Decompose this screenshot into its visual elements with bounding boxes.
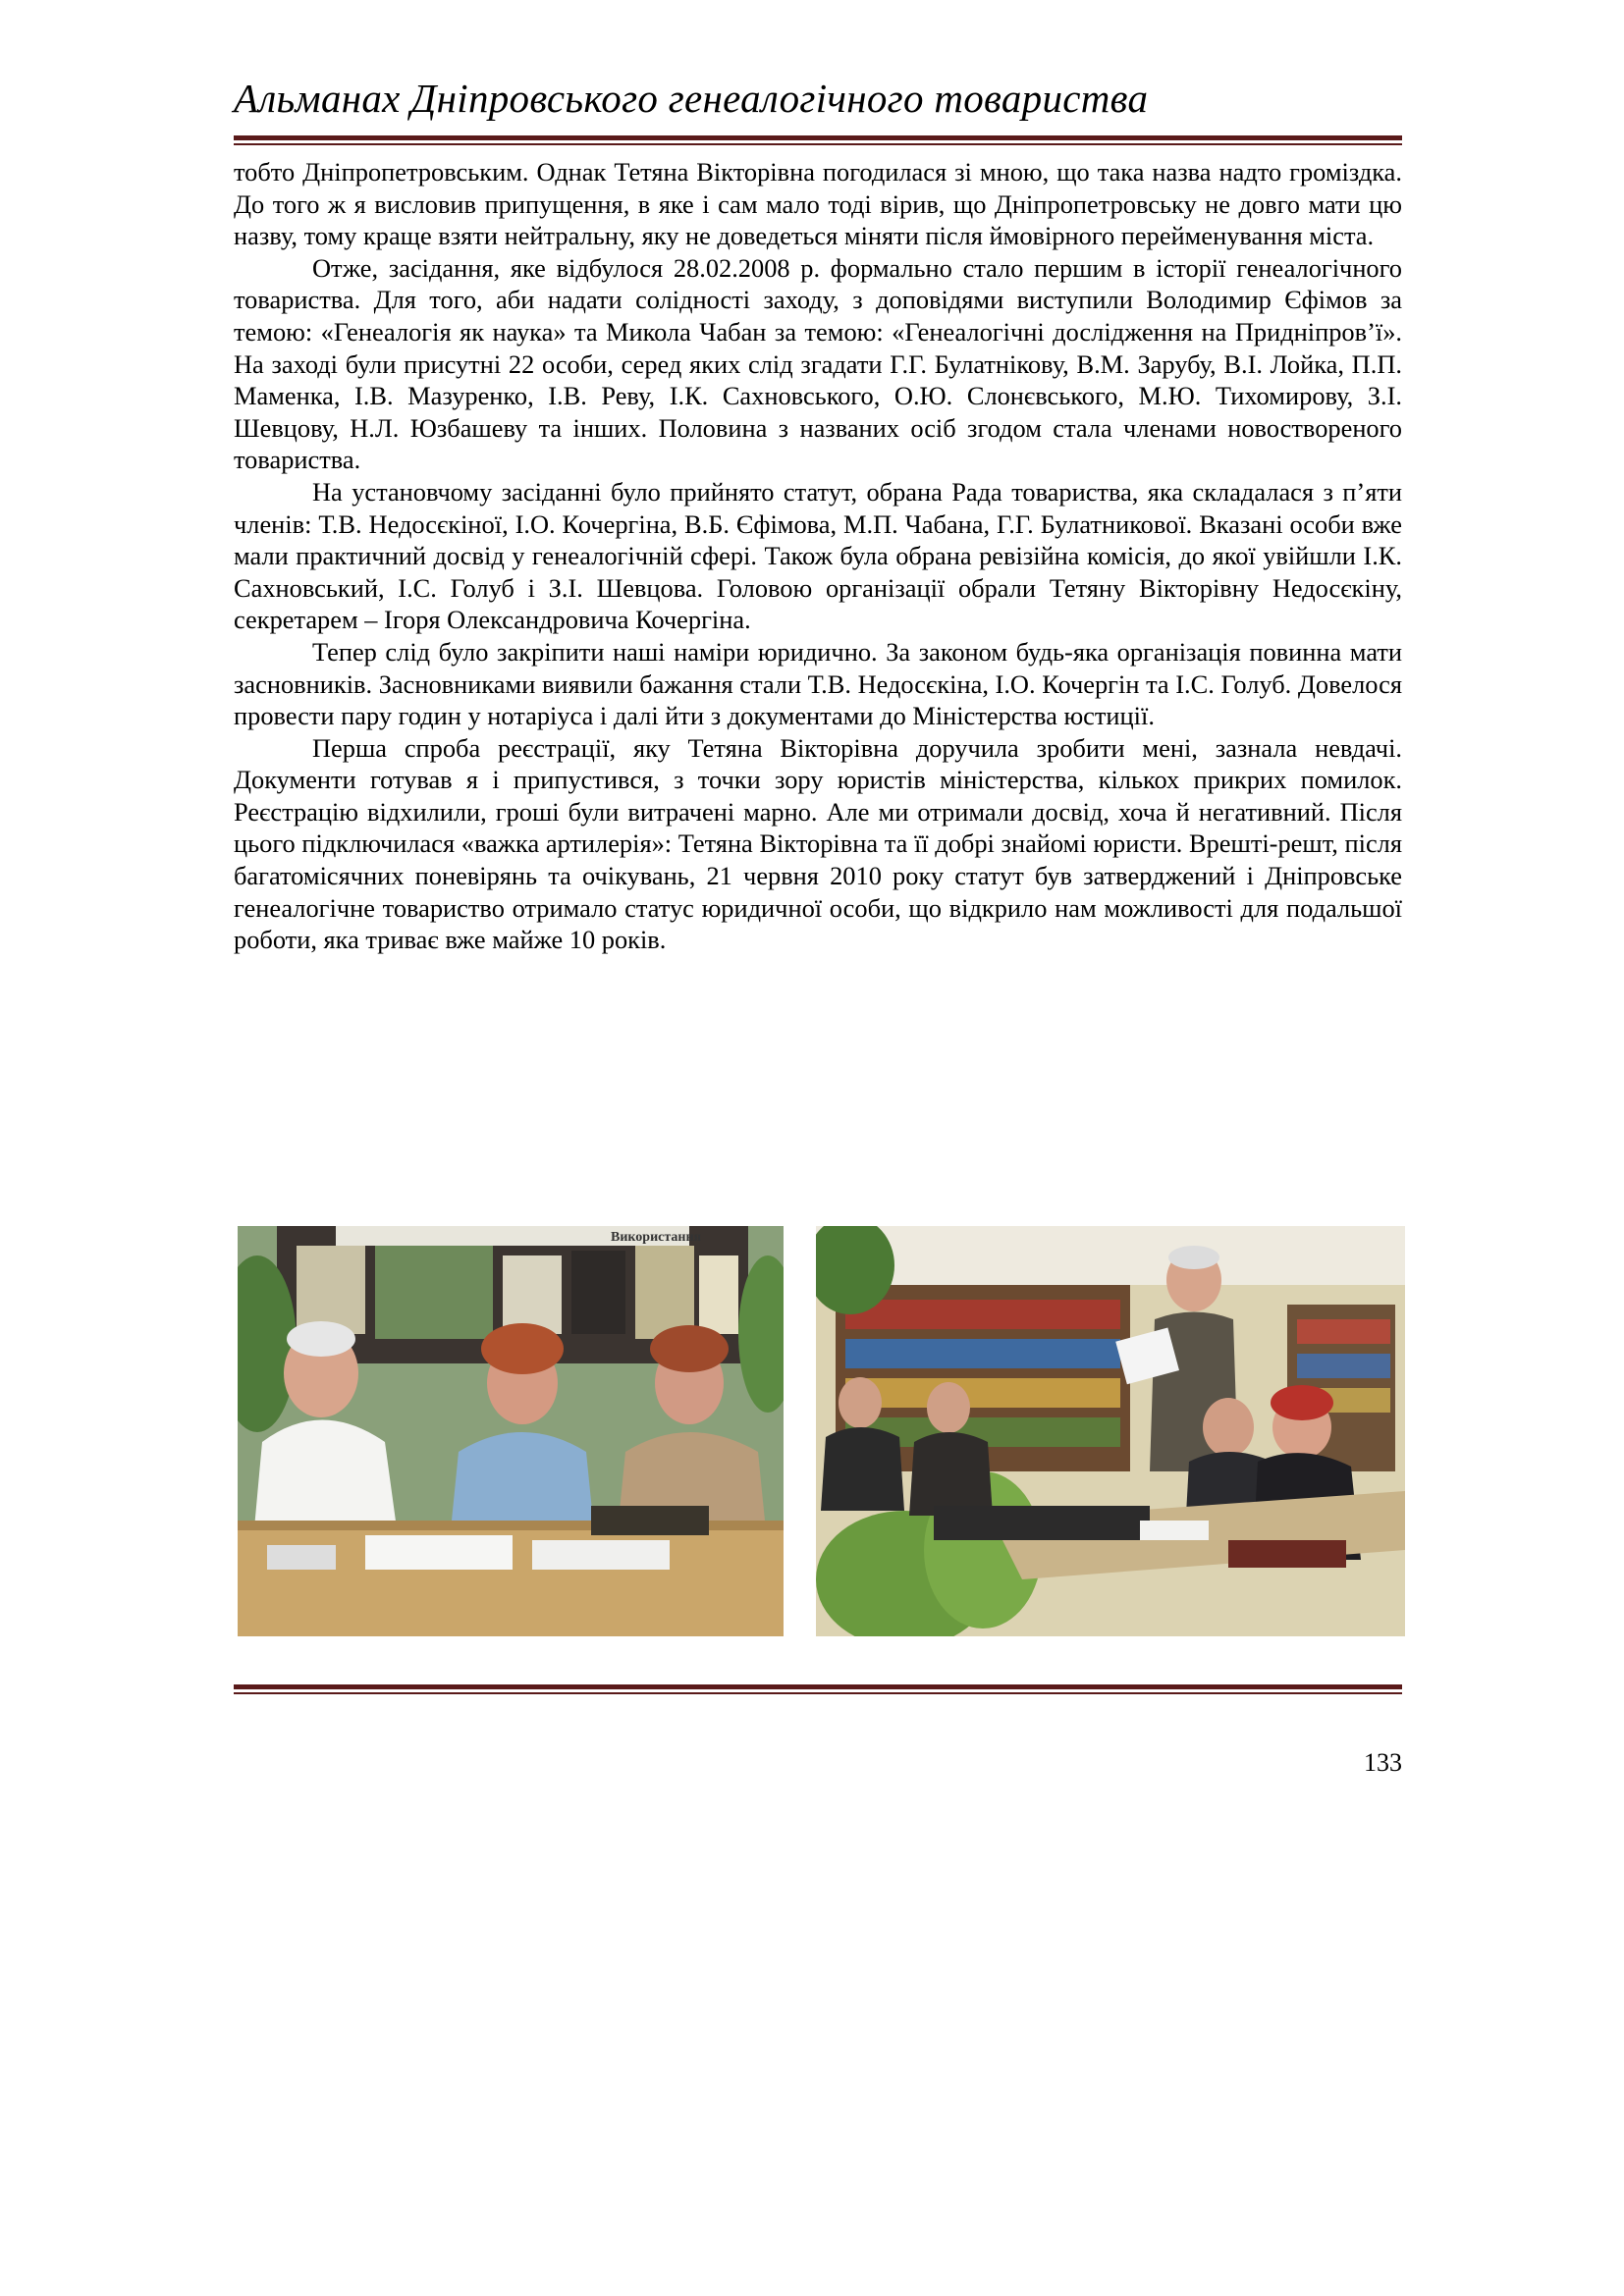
paragraph: На установчому засіданні було прийнято статут, обрана Рада товариства, яка складалася з п’яти членів: Т.В. Недосєкіної, І.О. Кочергіна, В.Б. Єфімова, М.П. Чабана, Г.Г. Булатникової. Вказані особи вже мали практичний досвід у генеалогічній сфері. Також була обрана ревізійна комісія, до якої увійшли І.К. Сахновський, І.С. Голуб і З.І. Шевцова. Головою організації обрали Тетяну Вікторівну Недосєкіну, секретарем – Ігоря Олександровича Кочергіна. <box>234 476 1402 635</box>
header-rule <box>234 135 1402 145</box>
poster-text: Використання <box>611 1230 702 1245</box>
paragraph: Отже, засідання, яке відбулося 28.02.2008 р. формально стало першим в історії генеалогічного товариства. Для того, аби надати солідності заходу, з доповідями виступили Володимир Єфімов за темою: «Генеалогія як наука» та Микола Чабан за темою: «Генеалогічні дослідження на Придніпров’ї». На заході були присутні 22 особи, серед яких слід згадати Г.Г. Булатнікову, В.М. Зарубу, В.І. Лойка, П.П. Маменка, І.В. Мазуренко, І.В. Реву, І.К. Сахновського, О.Ю. Слонєвського, М.Ю. Тихомирову, З.І. Шевцову, Н.Л. Юзбашеву та інших. Половина з названих осіб згодом стала членами новоствореного товариства. <box>234 252 1402 475</box>
photo-illustration <box>238 1226 784 1636</box>
photo-illustration <box>816 1226 1405 1636</box>
page-number: 133 <box>1364 1748 1402 1777</box>
running-title: Альманах Дніпровського генеалогічного товариства <box>234 76 1149 121</box>
meeting-photo-right <box>816 1226 1405 1636</box>
paragraph: Тепер слід було закріпити наші наміри юридично. За законом будь-яка організація повинна мати засновників. Засновниками виявили бажання стали Т.В. Недосєкіна, І.О. Кочергін та І.С. Голуб. Довелося провести пару годин у нотаріуса і далі йти з документами до Міністерства юстиції. <box>234 636 1402 731</box>
paragraph: тобто Дніпропетровським. Однак Тетяна Вікторівна погодилася зі мною, що така назва надто громіздка. До того ж я висловив припущення, в яке і сам мало тоді вірив, що Дніпропетровську не довго мати цю назву, тому краще взяти нейтральну, яку не доведеться міняти після ймовірного перейменування міста. <box>234 157 1402 251</box>
footer-rule <box>234 1684 1402 1694</box>
meeting-photo-left <box>238 1226 784 1636</box>
article-body <box>234 156 1402 956</box>
paragraph: Перша спроба реєстрації, яку Тетяна Вікторівна доручила зробити мені, зазнала невдачі. Документи готував я і припустився, з точки зору юристів міністерства, кількох прикрих помилок. Реєстрацію відхилили, гроші були витрачені марно. Але ми отримали досвід, хоча й негативний. Після цього підключилася «важка артилерія»: Тетяна Вікторівна та її добрі знайомі юристи. Врешті-решт, після багатомісячних поневірянь та очікувань, 21 червня 2010 року статут був затверджений і Дніпровське генеалогічне товариство отримало статус юридичної особи, що відкрило нам можливості для подальшої роботи, яка триває вже майже 10 років. <box>234 732 1402 955</box>
